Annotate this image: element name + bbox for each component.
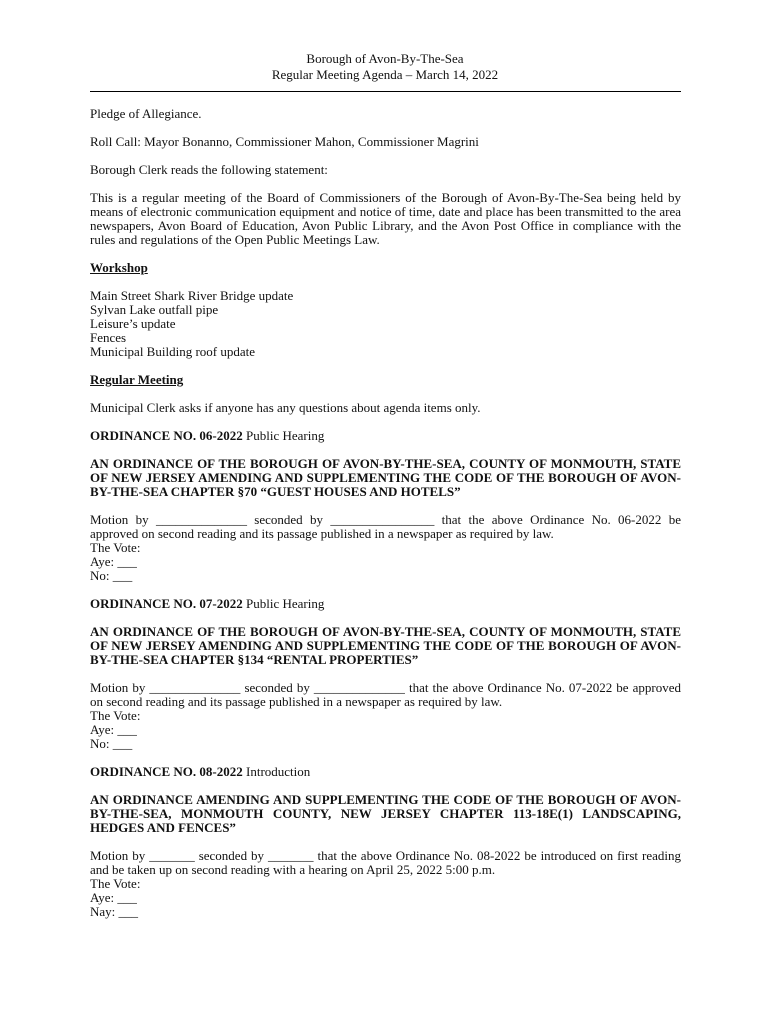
ordinance-title: AN ORDINANCE OF THE BOROUGH OF AVON-BY-THE-SEA, COUNTY OF MONMOUTH, STATE OF NEW JERSEY AMENDING AND SUPPLEMENTING THE CODE OF THE BOROUGH OF AVON-BY-THE-SEA CHAPTER §134 “RENTAL PROPERTIES” (90, 624, 681, 667)
roll-call-line: Roll Call: Mayor Bonanno, Commissioner Mahon, Commissioner Magrini (90, 134, 479, 149)
vote-label: The Vote: (90, 708, 141, 723)
clerk-question-line: Municipal Clerk asks if anyone has any questions about agenda items only. (90, 400, 481, 415)
ordinance-number: ORDINANCE NO. 08-2022 (90, 764, 243, 779)
ordinance-stage: Public Hearing (246, 428, 325, 443)
clerk-statement-intro: Borough Clerk reads the following statement: (90, 162, 328, 177)
vote-label: The Vote: (90, 876, 141, 891)
regular-meeting-heading: Regular Meeting (90, 372, 184, 387)
ordinance-motion-block (90, 681, 681, 751)
header-rule (90, 91, 681, 92)
vote-label: The Vote: (90, 540, 141, 555)
vote-no: No: ___ (90, 568, 133, 583)
vote-nay: Nay: ___ (90, 904, 139, 919)
workshop-heading-line (90, 261, 681, 275)
agenda-body (90, 107, 681, 933)
vote-no: No: ___ (90, 736, 133, 751)
vote-aye: Aye: ___ (90, 722, 137, 737)
ordinance-heading (90, 765, 681, 779)
list-item: Fences (90, 330, 127, 345)
ordinance-number: ORDINANCE NO. 06-2022 (90, 428, 243, 443)
ordinance-motion-block (90, 513, 681, 583)
list-item: Sylvan Lake outfall pipe (90, 302, 219, 317)
list-item: Municipal Building roof update (90, 344, 256, 359)
document-header (90, 51, 680, 83)
motion-text: Motion by ______________ seconded by ______________ that the above Ordinance No. 07-2022 be approved on second reading and its passage published in a newspaper as required by law. (90, 680, 681, 709)
borough-name: Borough of Avon-By-The-Sea (306, 51, 464, 66)
ordinance-motion-block (90, 849, 681, 919)
ordinance-heading (90, 597, 681, 611)
opma-statement: This is a regular meeting of the Board of Commissioners of the Borough of Avon-By-The-Sea being held by means of electronic communication equipment and notice of time, date and place has been transmitted to the area newspapers, Avon Board of Education, Avon Public Library, and the Avon Post Office in compliance with the rules and regulations of the Open Public Meetings Law. (90, 190, 681, 247)
ordinance-heading (90, 429, 681, 443)
vote-aye: Aye: ___ (90, 554, 137, 569)
ordinance-stage: Public Hearing (246, 596, 325, 611)
ordinance-number: ORDINANCE NO. 07-2022 (90, 596, 243, 611)
list-item: Main Street Shark River Bridge update (90, 288, 294, 303)
motion-text: Motion by _______ seconded by _______ that the above Ordinance No. 08-2022 be introduced on first reading and be taken up on second reading with a hearing on April 25, 2022 5:00 p.m. (90, 848, 681, 877)
ordinance-stage: Introduction (246, 764, 311, 779)
ordinance-title: AN ORDINANCE AMENDING AND SUPPLEMENTING THE CODE OF THE BOROUGH OF AVON-BY-THE-SEA, MONMOUTH COUNTY, NEW JERSEY CHAPTER 113-18E(1) LANDSCAPING, HEDGES AND FENCES” (90, 792, 681, 835)
workshop-heading: Workshop (90, 260, 148, 275)
agenda-title: Regular Meeting Agenda – March 14, 2022 (271, 67, 499, 82)
motion-text: Motion by ______________ seconded by ________________ that the above Ordinance No. 06-2022 be approved on second reading and its passage published in a newspaper as required by law. (90, 512, 681, 541)
vote-aye: Aye: ___ (90, 890, 137, 905)
pledge-line: Pledge of Allegiance. (90, 106, 202, 121)
workshop-list (90, 289, 681, 359)
regular-meeting-heading-line (90, 373, 681, 387)
ordinance-title: AN ORDINANCE OF THE BOROUGH OF AVON-BY-THE-SEA, COUNTY OF MONMOUTH, STATE OF NEW JERSEY AMENDING AND SUPPLEMENTING THE CODE OF THE BOROUGH OF AVON-BY-THE-SEA CHAPTER §70 “GUEST HOUSES AND HOTELS” (90, 456, 681, 499)
list-item: Leisure’s update (90, 316, 176, 331)
